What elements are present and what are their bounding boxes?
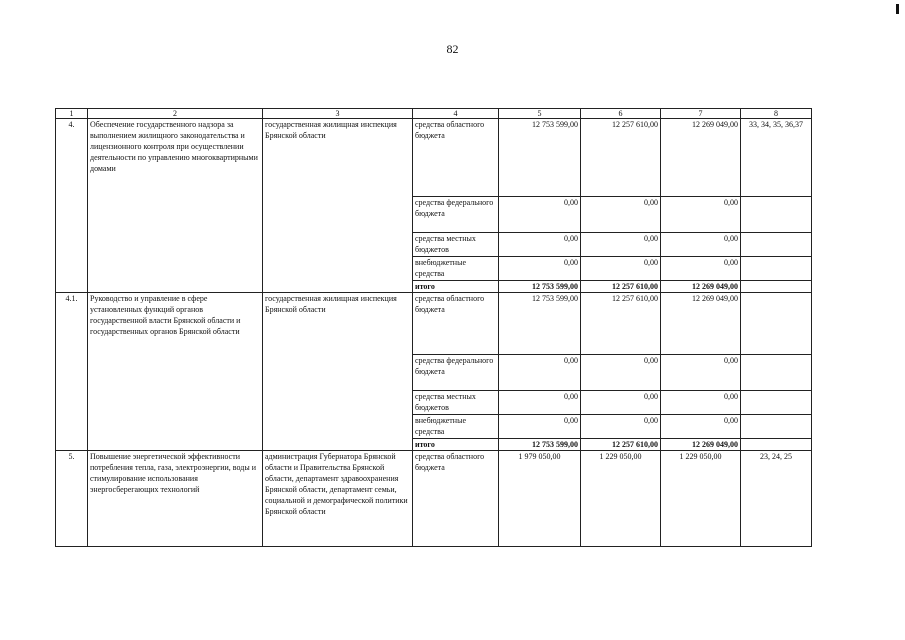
indicator-refs-empty bbox=[741, 439, 812, 451]
indicator-refs-empty bbox=[741, 281, 812, 293]
value-col6: 12 257 610,00 bbox=[581, 293, 661, 355]
value-col5: 12 753 599,00 bbox=[499, 119, 581, 197]
value-col7: 1 229 050,00 bbox=[661, 451, 741, 547]
table-row bbox=[56, 451, 812, 547]
row-number: 5. bbox=[56, 451, 88, 547]
value-col6: 12 257 610,00 bbox=[581, 119, 661, 197]
value-col7: 0,00 bbox=[661, 391, 741, 415]
indicator-refs-empty bbox=[741, 257, 812, 281]
column-header: 6 bbox=[581, 109, 661, 119]
total-col7: 12 269 049,00 bbox=[661, 281, 741, 293]
value-col5: 0,00 bbox=[499, 415, 581, 439]
value-col5: 12 753 599,00 bbox=[499, 293, 581, 355]
column-header: 3 bbox=[263, 109, 413, 119]
funding-source: средства областного бюджета bbox=[413, 119, 499, 197]
value-col5: 0,00 bbox=[499, 233, 581, 257]
table-row bbox=[56, 293, 812, 355]
value-col6: 0,00 bbox=[581, 415, 661, 439]
column-header: 1 bbox=[56, 109, 88, 119]
indicator-refs-empty bbox=[741, 197, 812, 233]
total-col7: 12 269 049,00 bbox=[661, 439, 741, 451]
funding-source: средства федерального бюджета bbox=[413, 355, 499, 391]
value-col5: 1 979 050,00 bbox=[499, 451, 581, 547]
funding-source: средства местных бюджетов bbox=[413, 233, 499, 257]
indicator-refs: 23, 24, 25 bbox=[741, 451, 812, 547]
value-col7: 0,00 bbox=[661, 233, 741, 257]
value-col7: 12 269 049,00 bbox=[661, 293, 741, 355]
indicator-refs-empty bbox=[741, 233, 812, 257]
value-col7: 0,00 bbox=[661, 415, 741, 439]
column-header: 8 bbox=[741, 109, 812, 119]
value-col7: 0,00 bbox=[661, 257, 741, 281]
column-header-row bbox=[56, 109, 812, 119]
value-col7: 0,00 bbox=[661, 355, 741, 391]
value-col7: 12 269 049,00 bbox=[661, 119, 741, 197]
column-header: 4 bbox=[413, 109, 499, 119]
value-col5: 0,00 bbox=[499, 355, 581, 391]
executor: государственная жилищная инспекция Брянской области bbox=[263, 119, 413, 293]
indicator-refs bbox=[741, 293, 812, 355]
total-col6: 12 257 610,00 bbox=[581, 281, 661, 293]
indicator-refs-empty bbox=[741, 355, 812, 391]
total-col6: 12 257 610,00 bbox=[581, 439, 661, 451]
value-col6: 0,00 bbox=[581, 197, 661, 233]
value-col7: 0,00 bbox=[661, 197, 741, 233]
measure-name: Руководство и управление в сфере установленных функций органов государственной власти Брянской области и государственных органов Брянской области bbox=[88, 293, 263, 451]
indicator-refs-empty bbox=[741, 415, 812, 439]
total-col5: 12 753 599,00 bbox=[499, 281, 581, 293]
executor: администрация Губернатора Брянской области и Правительства Брянской области, департамент здравоохранения Брянской области, департамент семьи, социальной и демографической политики Брянской области bbox=[263, 451, 413, 547]
funding-source: средства областного бюджета bbox=[413, 451, 499, 547]
value-col5: 0,00 bbox=[499, 391, 581, 415]
funding-source: средства областного бюджета bbox=[413, 293, 499, 355]
funding-source-total: итого bbox=[413, 281, 499, 293]
column-header: 2 bbox=[88, 109, 263, 119]
budget-table bbox=[55, 108, 812, 547]
value-col6: 0,00 bbox=[581, 355, 661, 391]
indicator-refs-empty bbox=[741, 391, 812, 415]
measure-name: Обеспечение государственного надзора за выполнением жилищного законодательства и лицензионного контроля при осуществлении деятельности по управлению многоквартирными домами bbox=[88, 119, 263, 293]
value-col6: 0,00 bbox=[581, 233, 661, 257]
value-col5: 0,00 bbox=[499, 197, 581, 233]
column-header: 7 bbox=[661, 109, 741, 119]
value-col6: 1 229 050,00 bbox=[581, 451, 661, 547]
executor: государственная жилищная инспекция Брянской области bbox=[263, 293, 413, 451]
measure-name: Повышение энергетической эффективности потребления тепла, газа, электроэнергии, воды и стимулирование использования энергосберегающих технологий bbox=[88, 451, 263, 547]
column-header: 5 bbox=[499, 109, 581, 119]
page-number: 82 bbox=[446, 42, 459, 56]
scan-edge-mark bbox=[896, 4, 899, 14]
value-col6: 0,00 bbox=[581, 257, 661, 281]
value-col6: 0,00 bbox=[581, 391, 661, 415]
total-col5: 12 753 599,00 bbox=[499, 439, 581, 451]
table-row bbox=[56, 119, 812, 197]
funding-source: средства федерального бюджета bbox=[413, 197, 499, 233]
funding-source-total: итого bbox=[413, 439, 499, 451]
row-number: 4. bbox=[56, 119, 88, 293]
funding-source: внебюджетные средства bbox=[413, 415, 499, 439]
funding-source: средства местных бюджетов bbox=[413, 391, 499, 415]
funding-source: внебюджетные средства bbox=[413, 257, 499, 281]
row-number: 4.1. bbox=[56, 293, 88, 451]
indicator-refs: 33, 34, 35, 36,37 bbox=[741, 119, 812, 197]
value-col5: 0,00 bbox=[499, 257, 581, 281]
